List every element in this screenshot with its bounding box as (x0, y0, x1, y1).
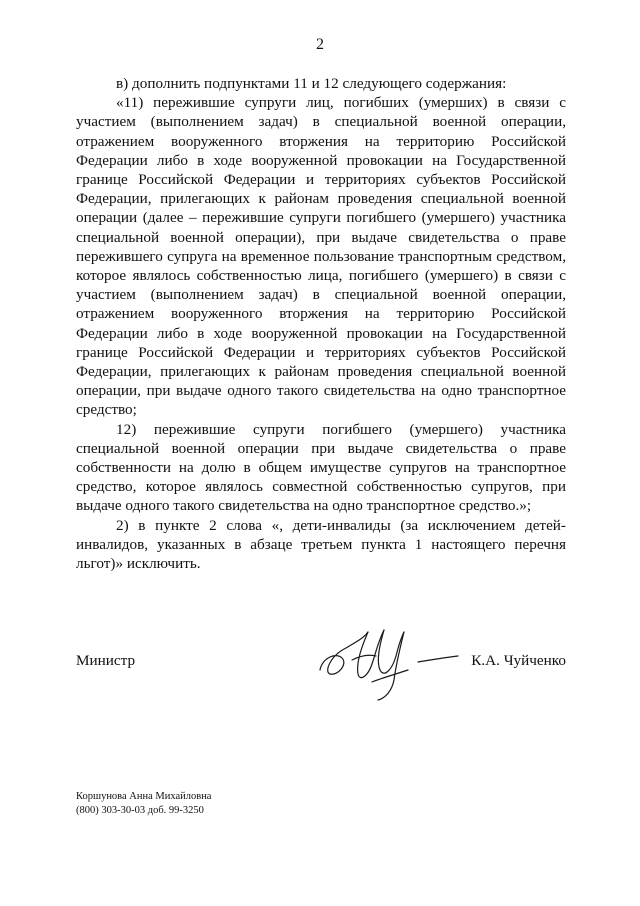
executor-phone: (800) 303-30-03 доб. 99-3250 (76, 804, 204, 816)
executor-name: Коршунова Анна Михайловна (76, 791, 212, 802)
paragraph-item-12: 12) пережившие супруги погибшего (умершего) участника специальной военной операции при выдаче свидетельства о праве собственности на долю в общем имуществе супругов на транспортное средство, которое являлось совместной собственностью супругов, при выдаче одного такого свидетельства на одно транспортное средство.»; (76, 420, 566, 515)
document-body (76, 74, 566, 573)
paragraph-subitem-v: в) дополнить подпунктами 11 и 12 следующего содержания: (116, 75, 507, 92)
signatory-name: К.А. Чуйченко (471, 652, 566, 669)
signatory-title: Министр (76, 652, 136, 669)
handwritten-signature (312, 612, 462, 704)
executor-info (76, 790, 211, 817)
page-number: 2 (316, 36, 324, 53)
paragraph-item-2: 2) в пункте 2 слова «, дети-инвалиды (за исключением детей-инвалидов, указанных в абзаце третьем пункта 1 настоящего перечня льгот)» исключить. (76, 516, 566, 573)
paragraph-item-11: «11) пережившие супруги лиц, погибших (умерших) в связи с участием (выполнением задач) в специальной военной операции, отражением вооруженного вторжения на территорию Российской Федерации либо в ходе вооруженной провокации на Государственной границе Российской Федерации и территориях субъектов Российской Федерации, прилегающих к районам проведения специальной военной операции (далее – пережившие супруги погибшего (умершего) участника специальной военной операции), при выдаче свидетельства о праве пережившего супруга на временное пользование транспортным средством, которое являлось собственностью лица, погибшего (умершего) в связи с участием (выполнением задач) в специальной военной операции, отражением вооруженного вторжения на территорию Российской Федерации либо в ходе вооруженной провокации на Государственной границе Российской Федерации и территориях субъектов Российской Федерации, прилегающих к районам проведения специальной военной операции, при выдаче одного такого свидетельства на одно транспортное средство; (76, 94, 566, 419)
